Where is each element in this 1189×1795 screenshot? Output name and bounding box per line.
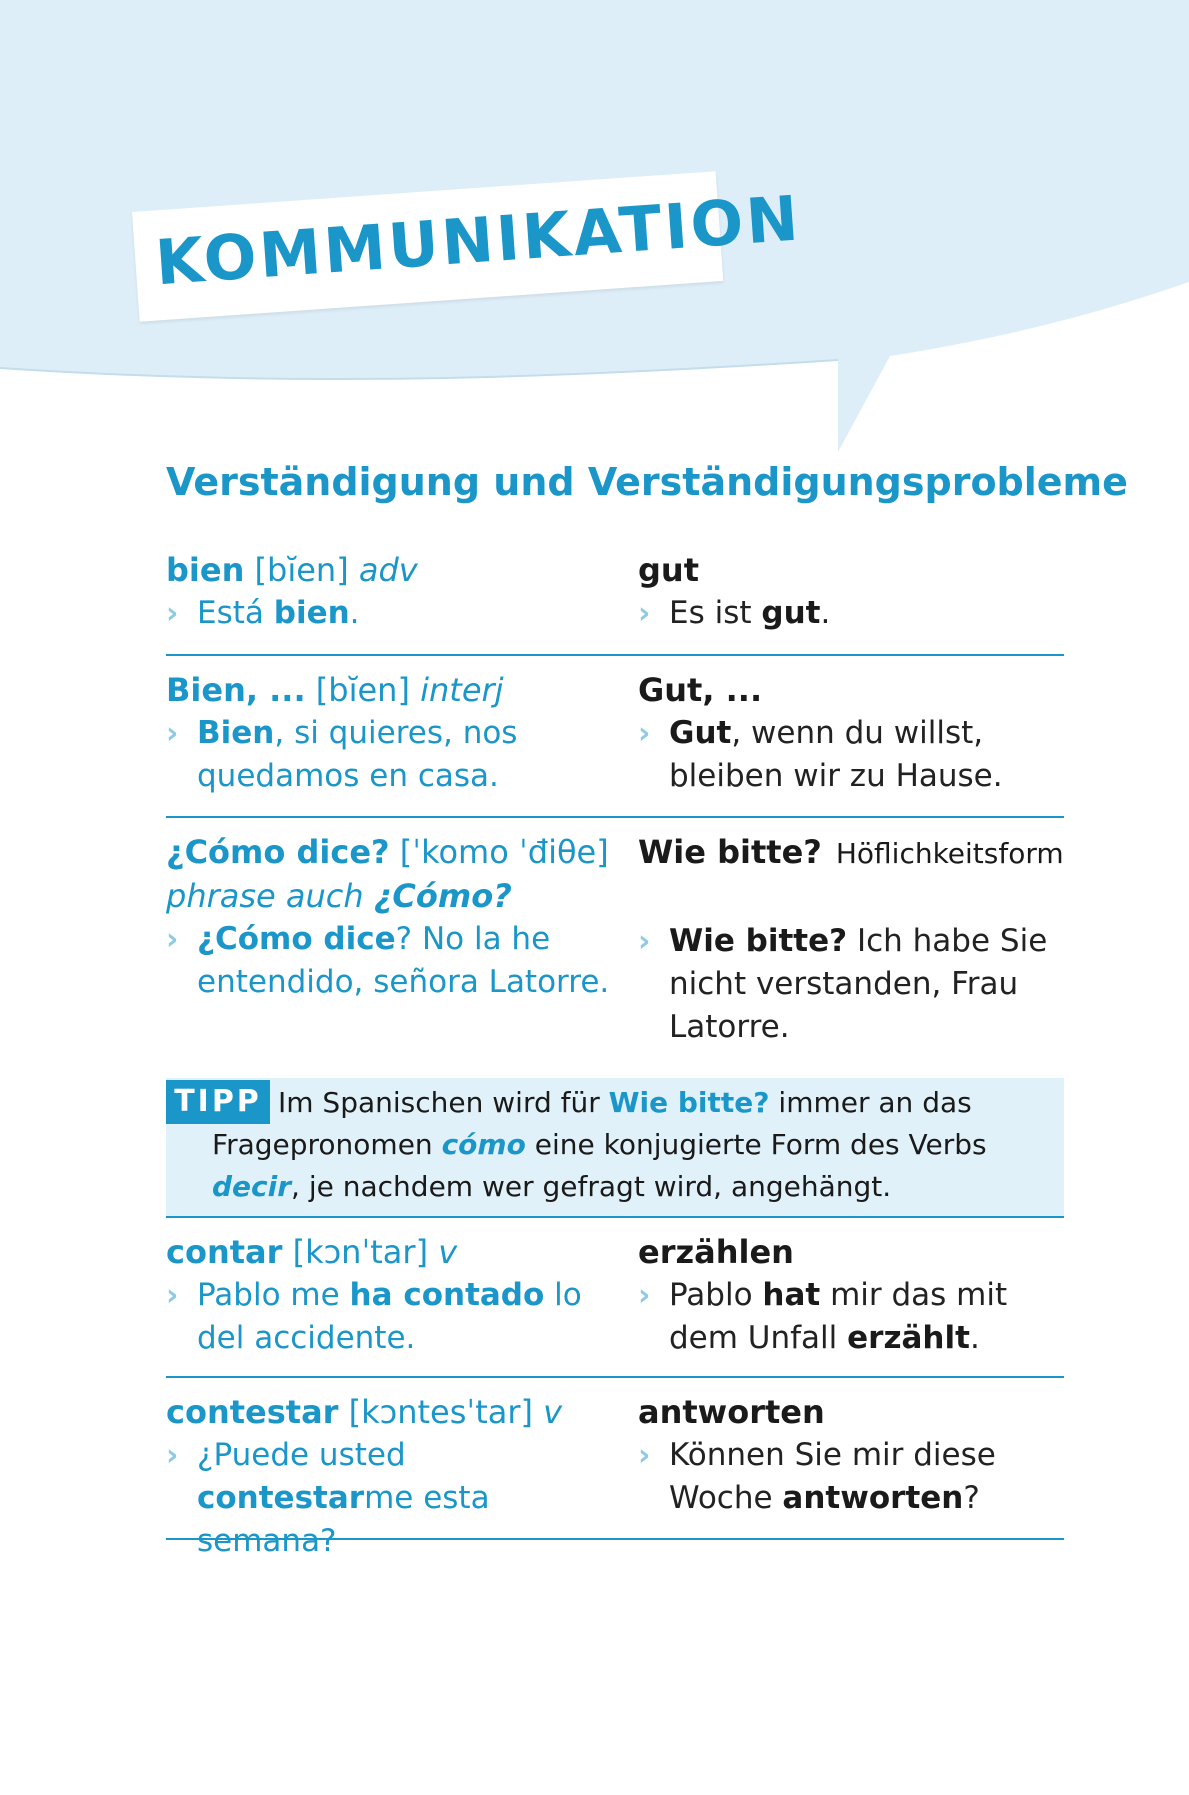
tip-label: TIPP — [166, 1080, 270, 1124]
spanish-example: › Está bien. — [166, 592, 626, 635]
bullet-chevron-icon: › — [638, 1438, 651, 1473]
spanish-headword: Bien, ... — [166, 671, 306, 709]
german-headword: gut — [638, 551, 699, 589]
spanish-column — [166, 548, 626, 635]
vocab-entry — [166, 548, 1064, 656]
german-column — [638, 1230, 1064, 1360]
part-of-speech: adv — [358, 551, 418, 589]
spanish-example: › ¿Puede usted contestarme esta semana? — [166, 1434, 626, 1563]
phonetic: [kɔntesˈtar] — [348, 1393, 533, 1431]
german-example: › Wie bitte? Ich habe Sie nicht verstanden, Frau Latorre. — [638, 920, 1064, 1049]
german-example: › Können Sie mir diese Woche antworten? — [638, 1434, 1064, 1520]
tip-box — [166, 1078, 1064, 1218]
vocab-entry — [166, 1230, 1064, 1378]
phonetic: [ˈkomo ˈđiθe] — [399, 833, 609, 871]
alternative-form: ¿Cómo? — [373, 877, 512, 915]
phonetic: [kɔnˈtar] — [292, 1233, 429, 1271]
german-example: › Es ist gut. — [638, 592, 1064, 635]
bullet-chevron-icon: › — [638, 924, 651, 959]
spanish-example: › ¿Cómo dice? No la he entendido, señora Latorre. — [166, 918, 626, 1004]
section-title: Verständigung und Verständigungsprobleme — [166, 460, 1128, 504]
part-of-speech: v — [543, 1393, 563, 1431]
phonetic: [bĭen] — [315, 671, 410, 709]
spanish-headword: ¿Cómo dice? — [166, 833, 390, 871]
spanish-column — [166, 830, 626, 1004]
german-column — [638, 668, 1064, 798]
bullet-chevron-icon: › — [638, 1278, 651, 1313]
bullet-chevron-icon: › — [166, 716, 179, 751]
spanish-column — [166, 668, 626, 798]
bullet-chevron-icon: › — [166, 922, 179, 957]
german-column — [638, 830, 1064, 1049]
part-of-speech: v — [438, 1233, 458, 1271]
vocab-entry — [166, 1390, 1064, 1559]
bullet-chevron-icon: › — [166, 1278, 179, 1313]
spanish-example: › Pablo me ha contado lo del accidente. — [166, 1274, 626, 1360]
part-of-speech: interj — [420, 671, 504, 709]
spanish-column — [166, 1230, 626, 1360]
spanish-headword: bien — [166, 551, 245, 589]
part-of-speech: phrase auch — [166, 877, 364, 915]
bullet-chevron-icon: › — [166, 1438, 179, 1473]
german-headword: Gut, ... — [638, 671, 763, 709]
vocab-entry — [166, 668, 1064, 818]
german-headword: erzählen — [638, 1233, 794, 1271]
phonetic: [bĭen] — [254, 551, 349, 589]
german-example: › Gut, wenn du willst, bleiben wir zu Hause. — [638, 712, 1064, 798]
german-example: › Pablo hat mir das mit dem Unfall erzählt. — [638, 1274, 1064, 1360]
bullet-chevron-icon: › — [638, 716, 651, 751]
spanish-headword: contar — [166, 1233, 283, 1271]
german-headword: Wie bitte? — [638, 833, 822, 871]
spanish-column — [166, 1390, 626, 1563]
usage-note: Höflichkeitsform — [835, 837, 1064, 870]
spanish-example: › Bien, si quieres, nos quedamos en casa. — [166, 712, 626, 798]
german-column — [638, 548, 1064, 635]
german-column — [638, 1390, 1064, 1520]
vocab-entry — [166, 830, 1064, 1060]
tip-text: Im Spanischen wird für Wie bitte? immer an das Fragepronomen cómo eine konjugierte Form des Verbs decir, je nachdem wer gefragt wird, angehängt. — [212, 1086, 987, 1203]
bullet-chevron-icon: › — [638, 596, 651, 631]
german-headword: antworten — [638, 1393, 825, 1431]
page-title: KOMMUNIKATION — [153, 181, 804, 300]
bullet-chevron-icon: › — [166, 596, 179, 631]
spanish-headword: contestar — [166, 1393, 339, 1431]
